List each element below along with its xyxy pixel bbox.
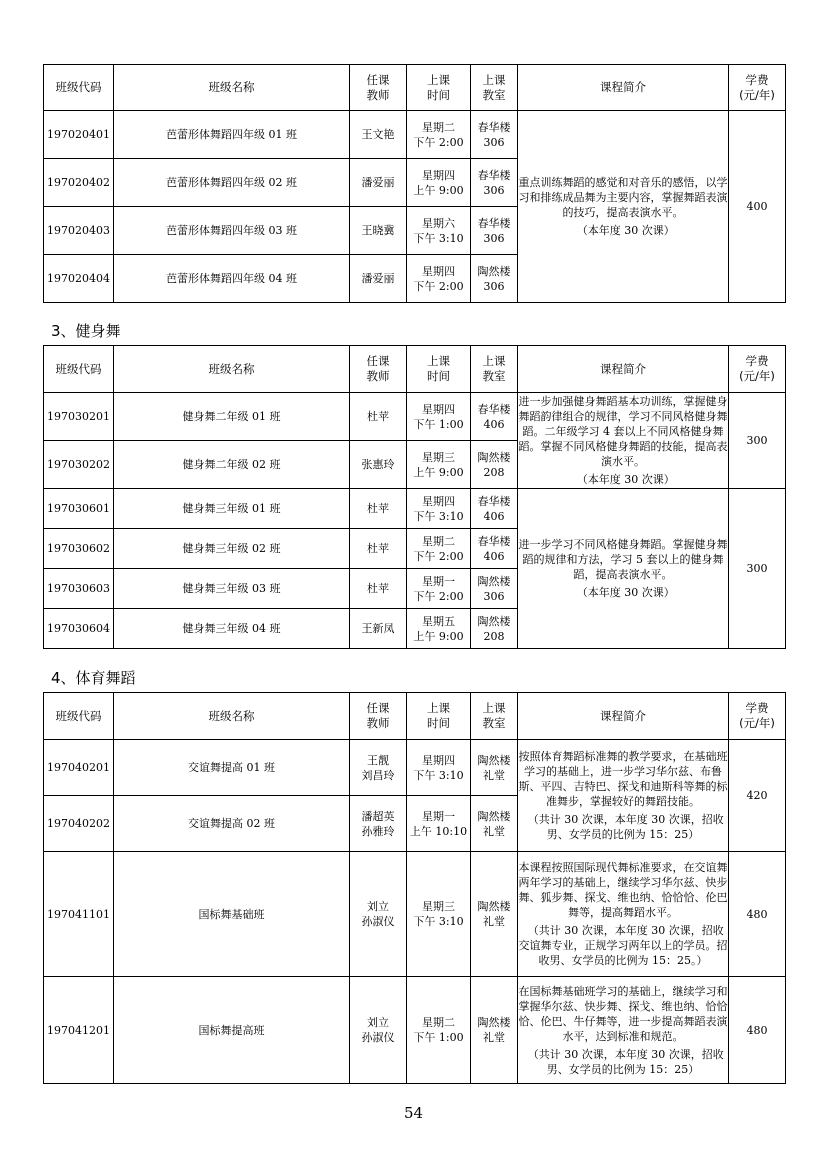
teacher: 杜苹 [350, 529, 407, 569]
class-name: 健身舞二年级 02 班 [114, 441, 350, 489]
table-header-row [44, 346, 786, 393]
tuition-fee: 300 [729, 393, 786, 489]
header-code: 班级代码 [44, 693, 114, 740]
class-code: 197020402 [44, 159, 114, 207]
tuition-fee: 480 [729, 977, 786, 1084]
sport-dance-table [43, 692, 786, 1084]
teacher: 杜苹 [350, 569, 407, 609]
course-description: 进一步加强健身舞蹈基本功训练，掌握健身舞蹈韵律组合的规律，学习不同风格健身舞蹈。二年级学习 4 套以上不同风格健身舞蹈。掌握不同风格健身舞蹈的技能，提高表演水平。 （本年度 30 次课） [518, 393, 729, 489]
ballet-table [43, 64, 786, 303]
classroom: 陶然楼 礼堂 [471, 740, 518, 796]
header-code: 班级代码 [44, 65, 114, 111]
class-name: 健身舞三年级 03 班 [114, 569, 350, 609]
class-code: 197030603 [44, 569, 114, 609]
course-description: 重点训练舞蹈的感觉和对音乐的感悟，以学习和排练成品舞为主要内容，掌握舞蹈表演的技巧，提高表演水平。 （本年度 30 次课） [518, 111, 729, 303]
classroom: 陶然楼 礼堂 [471, 796, 518, 852]
table-row [44, 852, 786, 977]
header-desc: 课程简介 [518, 65, 729, 111]
tuition-fee: 300 [729, 489, 786, 649]
table-row [44, 977, 786, 1084]
teacher: 杜苹 [350, 393, 407, 441]
course-description: 按照体育舞蹈标准舞的教学要求，在基础班学习的基础上，进一步学习华尔兹、布鲁斯、平四、吉特巴、探戈和迪斯科等舞的标准舞步，掌握较好的舞蹈技能。 （共计 30 次课，本年度 30 次课，招收男、女学员的比例为 15：25） [518, 740, 729, 852]
header-code: 班级代码 [44, 346, 114, 393]
class-code: 197020403 [44, 207, 114, 255]
header-room: 上课 教室 [471, 693, 518, 740]
class-name: 芭蕾形体舞蹈四年级 01 班 [114, 111, 350, 159]
teacher: 刘立 孙淑仪 [350, 852, 407, 977]
class-name: 健身舞三年级 04 班 [114, 609, 350, 649]
class-code: 197040202 [44, 796, 114, 852]
class-code: 197030202 [44, 441, 114, 489]
teacher: 杜苹 [350, 489, 407, 529]
header-teacher: 任课 教师 [350, 65, 407, 111]
class-code: 197020404 [44, 255, 114, 303]
course-description: 在国标舞基础班学习的基础上，继续学习和掌握华尔兹、快步舞、探戈、维也纳、恰恰恰、伦巴、牛仔舞等，进一步提高舞蹈表演水平，达到标准和规范。 （共计 30 次课，本年度 30 次课，招收男、女学员的比例为 15：25） [518, 977, 729, 1084]
class-time: 星期三 下午 3:10 [407, 852, 471, 977]
tuition-fee: 420 [729, 740, 786, 852]
class-time: 星期一 上午 10:10 [407, 796, 471, 852]
header-fee: 学费 (元/年) [729, 65, 786, 111]
class-time: 星期五 上午 9:00 [407, 609, 471, 649]
class-name: 国标舞提高班 [114, 977, 350, 1084]
class-code: 197041201 [44, 977, 114, 1084]
class-time: 星期二 下午 2:00 [407, 529, 471, 569]
teacher: 刘立 孙淑仪 [350, 977, 407, 1084]
classroom: 陶然楼 306 [471, 255, 518, 303]
page-number: 54 [403, 1104, 424, 1122]
tuition-fee: 480 [729, 852, 786, 977]
classroom: 春华楼 306 [471, 207, 518, 255]
class-time: 星期六 下午 3:10 [407, 207, 471, 255]
class-code: 197040201 [44, 740, 114, 796]
class-time: 星期二 下午 1:00 [407, 977, 471, 1084]
classroom: 春华楼 306 [471, 159, 518, 207]
class-code: 197030604 [44, 609, 114, 649]
classroom: 春华楼 406 [471, 489, 518, 529]
teacher: 王靓 刘昌玲 [350, 740, 407, 796]
class-code: 197030601 [44, 489, 114, 529]
classroom: 春华楼 406 [471, 393, 518, 441]
header-teacher: 任课 教师 [350, 693, 407, 740]
table-row [44, 393, 786, 441]
teacher: 潘爱丽 [350, 255, 407, 303]
header-time: 上课 时间 [407, 693, 471, 740]
class-code: 197030201 [44, 393, 114, 441]
class-name: 芭蕾形体舞蹈四年级 04 班 [114, 255, 350, 303]
class-name: 健身舞二年级 01 班 [114, 393, 350, 441]
header-name: 班级名称 [114, 65, 350, 111]
teacher: 潘爱丽 [350, 159, 407, 207]
class-code: 197020401 [44, 111, 114, 159]
header-fee: 学费 (元/年) [729, 693, 786, 740]
course-description: 本课程按照国际现代舞标准要求，在交谊舞两年学习的基础上，继续学习华尔兹、快步舞、狐步舞、探戈、维也纳、恰恰恰、伦巴舞等，提高舞蹈水平。 （共计 30 次课，本年度 30 次课，招收交谊舞专业，正规学习两年以上的学员。招收男、女学员的比例为 15：25。） [518, 852, 729, 977]
class-name: 芭蕾形体舞蹈四年级 03 班 [114, 207, 350, 255]
class-time: 星期四 下午 2:00 [407, 255, 471, 303]
course-description: 进一步学习不同风格健身舞蹈。掌握健身舞蹈的规律和方法，学习 5 套以上的健身舞蹈，提高表演水平。 （本年度 30 次课） [518, 489, 729, 649]
class-name: 交谊舞提高 01 班 [114, 740, 350, 796]
header-desc: 课程简介 [518, 693, 729, 740]
teacher: 王新凤 [350, 609, 407, 649]
header-fee: 学费 (元/年) [729, 346, 786, 393]
class-name: 健身舞三年级 01 班 [114, 489, 350, 529]
table-row [44, 489, 786, 529]
header-name: 班级名称 [114, 693, 350, 740]
table-header-row [44, 65, 786, 111]
class-time: 星期四 下午 3:10 [407, 740, 471, 796]
class-name: 芭蕾形体舞蹈四年级 02 班 [114, 159, 350, 207]
class-time: 星期三 上午 9:00 [407, 441, 471, 489]
classroom: 陶然楼 礼堂 [471, 977, 518, 1084]
class-time: 星期四 下午 1:00 [407, 393, 471, 441]
class-name: 交谊舞提高 02 班 [114, 796, 350, 852]
classroom: 陶然楼 306 [471, 569, 518, 609]
classroom: 陶然楼 208 [471, 441, 518, 489]
teacher: 张惠玲 [350, 441, 407, 489]
table-row [44, 111, 786, 159]
classroom: 陶然楼 208 [471, 609, 518, 649]
class-code: 197041101 [44, 852, 114, 977]
header-desc: 课程简介 [518, 346, 729, 393]
header-teacher: 任课 教师 [350, 346, 407, 393]
header-room: 上课 教室 [471, 346, 518, 393]
class-time: 星期四 下午 3:10 [407, 489, 471, 529]
header-time: 上课 时间 [407, 346, 471, 393]
table-row [44, 740, 786, 796]
class-name: 国标舞基础班 [114, 852, 350, 977]
classroom: 春华楼 306 [471, 111, 518, 159]
class-code: 197030602 [44, 529, 114, 569]
classroom: 春华楼 406 [471, 529, 518, 569]
header-time: 上课 时间 [407, 65, 471, 111]
fitness-table [43, 345, 786, 649]
class-time: 星期二 下午 2:00 [407, 111, 471, 159]
section-title-sport-dance: 4、体育舞蹈 [51, 669, 136, 687]
teacher: 潘超英 孙雅玲 [350, 796, 407, 852]
class-time: 星期一 下午 2:00 [407, 569, 471, 609]
teacher: 王晓冀 [350, 207, 407, 255]
teacher: 王文艳 [350, 111, 407, 159]
table-header-row [44, 693, 786, 740]
class-time: 星期四 上午 9:00 [407, 159, 471, 207]
class-name: 健身舞三年级 02 班 [114, 529, 350, 569]
section-title-fitness: 3、健身舞 [51, 322, 121, 340]
tuition-fee: 400 [729, 111, 786, 303]
classroom: 陶然楼 礼堂 [471, 852, 518, 977]
header-room: 上课 教室 [471, 65, 518, 111]
header-name: 班级名称 [114, 346, 350, 393]
